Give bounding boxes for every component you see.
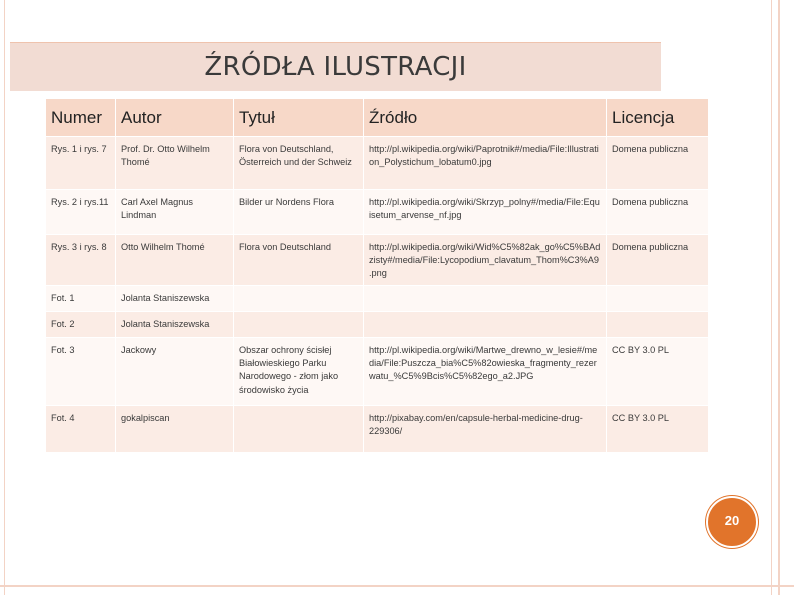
cell-tytul: Flora von Deutschland bbox=[234, 234, 364, 285]
cell-tytul: Obszar ochrony ścisłej Białowieskiego Parku Narodowego - złom jako środowisko życia bbox=[234, 337, 364, 405]
cell-licencja: Domena publiczna bbox=[607, 234, 709, 285]
page-number-badge bbox=[706, 496, 758, 548]
table-row bbox=[46, 234, 709, 285]
cell-zrodlo-link[interactable]: http://pl.wikipedia.org/wiki/Skrzyp_polny#/media/File:Equisetum_arvense_nf.jpg bbox=[364, 189, 607, 234]
cell-zrodlo-link[interactable]: http://pl.wikipedia.org/wiki/Martwe_drewno_w_lesie#/media/File:Puszcza_bia%C5%82owieska_fragmenty_rezerwatu_%C5%9Bcis%C5%82ego_a2.JPG bbox=[364, 337, 607, 405]
cell-numer: Rys. 2 i rys.11 bbox=[46, 189, 116, 234]
frame-line-right bbox=[778, 0, 780, 595]
cell-autor: Carl Axel Magnus Lindman bbox=[116, 189, 234, 234]
table-row bbox=[46, 136, 709, 189]
cell-numer: Rys. 1 i rys. 7 bbox=[46, 136, 116, 189]
cell-numer: Fot. 3 bbox=[46, 337, 116, 405]
cell-zrodlo-link[interactable]: http://pixabay.com/en/capsule-herbal-medicine-drug-229306/ bbox=[364, 405, 607, 452]
header-zrodlo: Źródło bbox=[364, 99, 607, 137]
cell-autor: Jolanta Staniszewska bbox=[116, 285, 234, 311]
cell-tytul bbox=[234, 405, 364, 452]
table-header-row bbox=[46, 99, 709, 137]
header-numer: Numer bbox=[46, 99, 116, 137]
table-row bbox=[46, 337, 709, 405]
cell-licencja: CC BY 3.0 PL bbox=[607, 337, 709, 405]
cell-licencja: Domena publiczna bbox=[607, 189, 709, 234]
cell-autor: Otto Wilhelm Thomé bbox=[116, 234, 234, 285]
cell-autor: Jolanta Staniszewska bbox=[116, 311, 234, 337]
sources-table bbox=[45, 98, 709, 453]
cell-tytul: Bilder ur Nordens Flora bbox=[234, 189, 364, 234]
cell-tytul bbox=[234, 311, 364, 337]
header-licencja: Licencja bbox=[607, 99, 709, 137]
cell-autor: Jackowy bbox=[116, 337, 234, 405]
cell-licencja: CC BY 3.0 PL bbox=[607, 405, 709, 452]
slide-title: ŹRÓDŁA ILUSTRACJI bbox=[204, 52, 467, 82]
table-row bbox=[46, 405, 709, 452]
page-number: 20 bbox=[724, 513, 740, 528]
cell-numer: Fot. 2 bbox=[46, 311, 116, 337]
cell-zrodlo-link bbox=[364, 311, 607, 337]
frame-line-left bbox=[4, 0, 5, 595]
frame-line-bottom bbox=[0, 585, 794, 587]
cell-numer: Rys. 3 i rys. 8 bbox=[46, 234, 116, 285]
table-row bbox=[46, 285, 709, 311]
cell-zrodlo-link bbox=[364, 285, 607, 311]
header-autor: Autor bbox=[116, 99, 234, 137]
cell-numer: Fot. 4 bbox=[46, 405, 116, 452]
cell-tytul bbox=[234, 285, 364, 311]
cell-licencja bbox=[607, 311, 709, 337]
cell-numer: Fot. 1 bbox=[46, 285, 116, 311]
cell-licencja: Domena publiczna bbox=[607, 136, 709, 189]
cell-zrodlo-link[interactable]: http://pl.wikipedia.org/wiki/Wid%C5%82ak_go%C5%BAdzisty#/media/File:Lycopodium_clavatum_Thom%C3%A9.png bbox=[364, 234, 607, 285]
cell-zrodlo-link[interactable]: http://pl.wikipedia.org/wiki/Paprotnik#/media/File:Illustration_Polystichum_lobatum0.jpg bbox=[364, 136, 607, 189]
header-tytul: Tytuł bbox=[234, 99, 364, 137]
table-row bbox=[46, 189, 709, 234]
cell-autor: Prof. Dr. Otto Wilhelm Thomé bbox=[116, 136, 234, 189]
cell-autor: gokalpiscan bbox=[116, 405, 234, 452]
frame-line-right-inner bbox=[771, 0, 772, 595]
table-row bbox=[46, 311, 709, 337]
cell-licencja bbox=[607, 285, 709, 311]
cell-tytul: Flora von Deutschland, Österreich und der Schweiz bbox=[234, 136, 364, 189]
title-bar bbox=[10, 42, 661, 91]
